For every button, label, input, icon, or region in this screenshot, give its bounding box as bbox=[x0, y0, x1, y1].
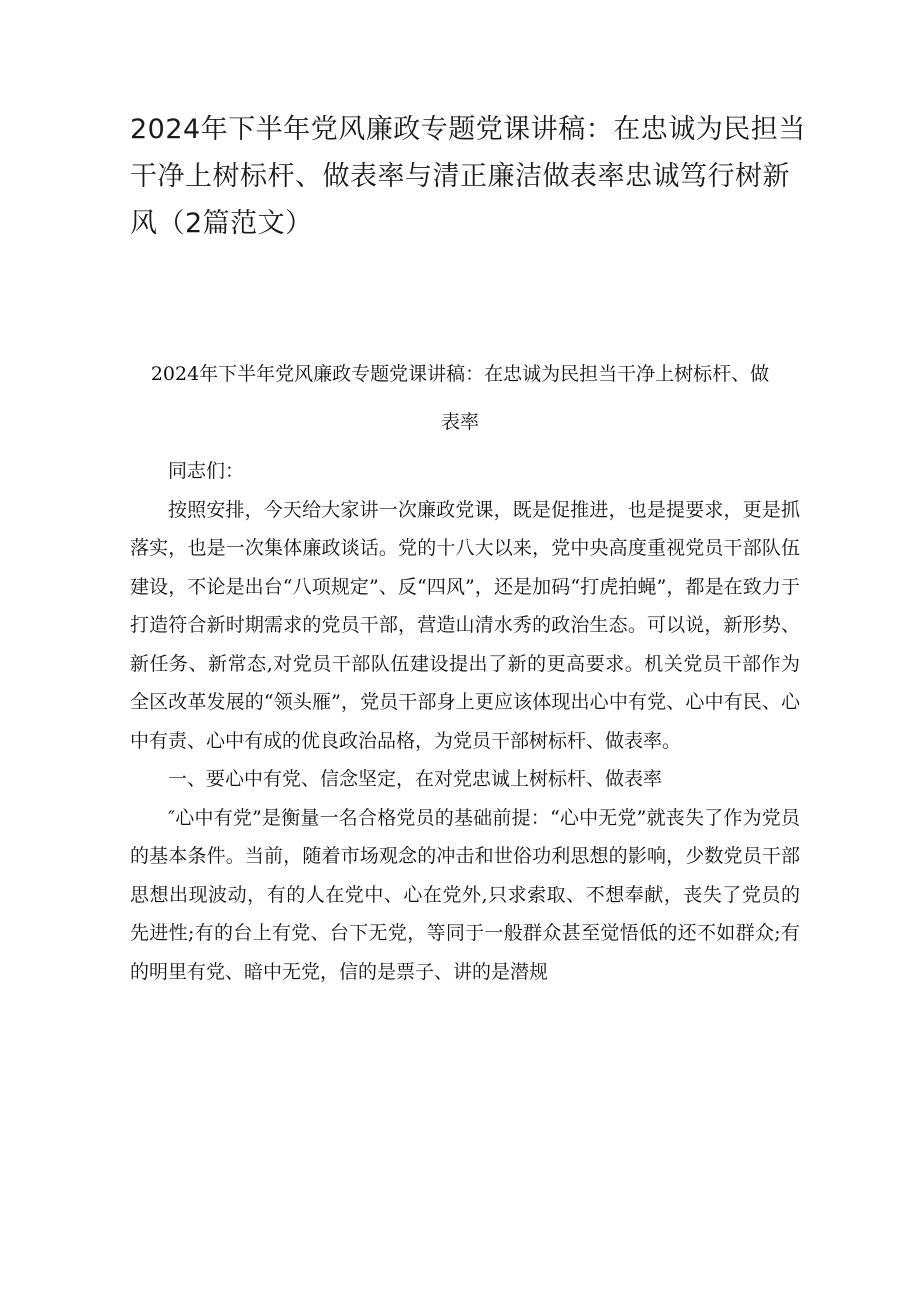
article-body bbox=[130, 452, 800, 991]
paragraph-section-1: ″心中有党”是衡量一名合格党员的基础前提：“心中无党”就丧失了作为党员的基本条件。当前，随着市场观念的冲击和世俗功利思想的影响，少数党员干部思想出现波动，有的人在党中、心在党外,只求索取、不想奉献，丧失了党员的先进性;有的台上有党、台下无党，等同于一般群众甚至觉悟低的还不如群众;有的明里有党、暗中无党，信的是票子、讲的是潜规 bbox=[130, 806, 800, 983]
document-title: 2024年下半年党风廉政专题党课讲稿：在忠诚为民担当干净上树标杆、做表率与清正廉洁做表率忠诚笃行树新风（2篇范文） bbox=[130, 114, 806, 239]
section-heading-1: 一、要心中有党、信念坚定，在对党忠诚上树标杆、做表率 bbox=[168, 768, 663, 790]
paragraph-intro: 按照安排，今天给大家讲一次廉政党课，既是促推进，也是提要求，更是抓落实，也是一次集体廉政谈话。党的十八大以来，党中央高度重视党员干部队伍建设，不论是出台“八项规定”、反“四风”，还是加码“打虎拍蝇”，都是在致力于打造符合新时期需求的党员干部，营造山清水秀的政治生态。可以说，新形势、新任务、新常态,对党员干部队伍建设提出了新的更高要求。机关党员干部作为全区改革发展的“领头雁”，党员干部身上更应该体现出心中有党、心中有民、心中有责、心中有成的优良政治品格，为党员干部树标杆、做表率。 bbox=[130, 498, 800, 752]
salutation: 同志们： bbox=[168, 460, 245, 482]
article-title: 2024年下半年党风廉政专题党课讲稿：在忠诚为民担当干净上树标杆、做表率 bbox=[150, 363, 770, 433]
